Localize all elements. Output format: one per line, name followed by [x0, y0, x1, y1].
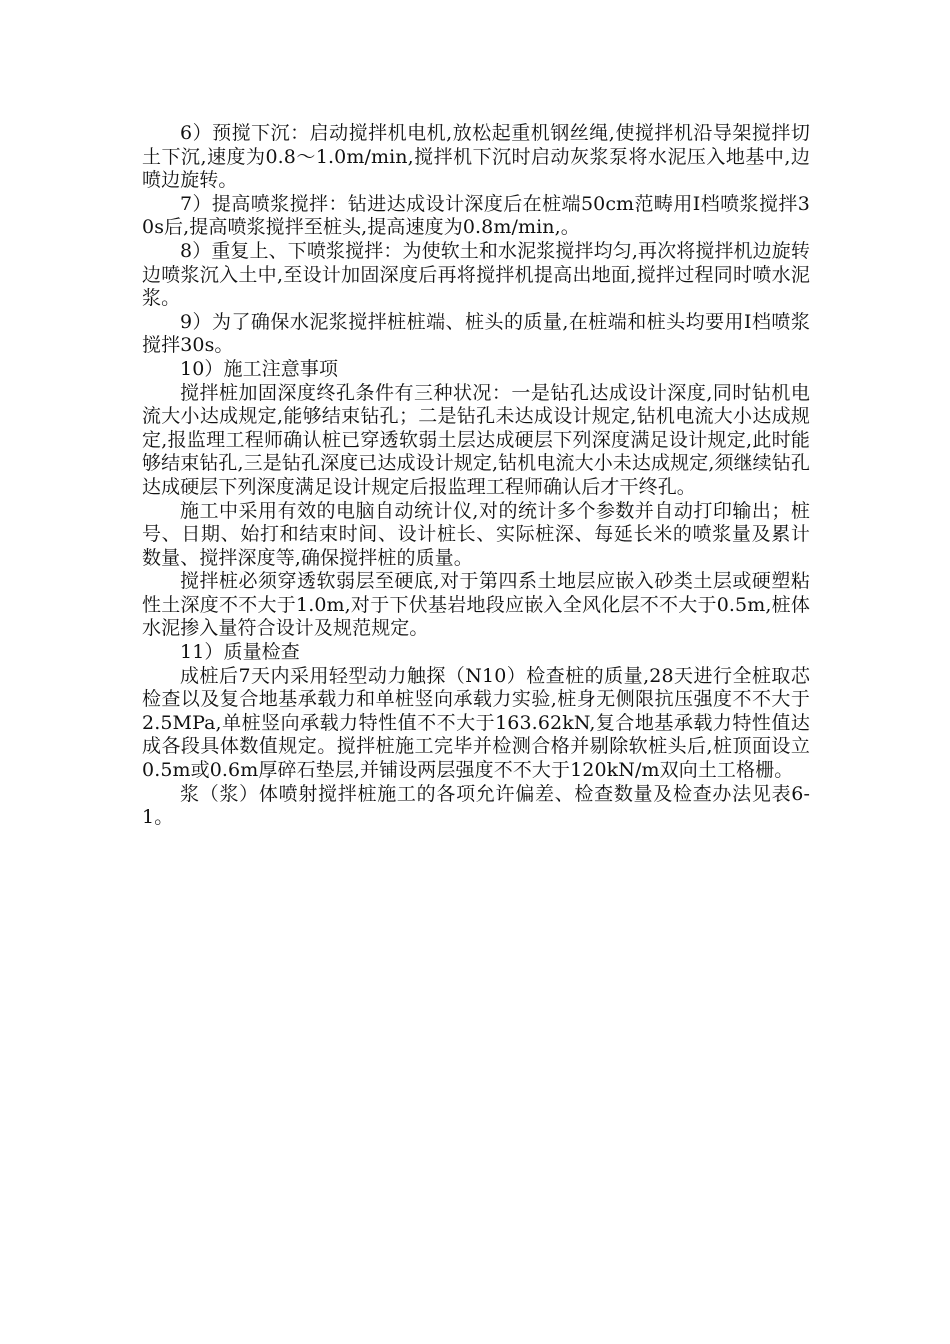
paragraph-pile-end-quality: 9）为了确保水泥浆搅拌桩桩端、桩头的质量,在桩端和桩头均要用Ⅰ档喷浆搅拌30s。 [142, 310, 810, 357]
paragraph-repeat-grouting: 8）重复上、下喷浆搅拌：为使软土和水泥浆搅拌均匀,再次将搅拌机边旋转边喷浆沉入土中,至设计加固深度后再将搅拌机提高出地面,搅拌过程同时喷水泥浆。 [142, 239, 810, 310]
document-body [142, 122, 810, 830]
paragraph-pre-sinking: 6）预搅下沉：启动搅拌机电机,放松起重机钢丝绳,使搅拌机沿导架搅拌切土下沉,速度为0.8～1.0m/min,搅拌机下沉时启动灰浆泵将水泥压入地基中,边喷边旋转。 [142, 122, 810, 192]
section-heading-construction-notes: 10）施工注意事项 [180, 357, 339, 380]
section-heading-quality-inspection: 11）质量检查 [180, 641, 300, 664]
paragraph-quality-tests: 成桩后7天内采用轻型动力触探（N10）检查桩的质量,28天进行全桩取芯检查以及复合地基承载力和单桩竖向承载力实验,桩身无侧限抗压强度不不大于2.5MPa,单桩竖向承载力特性值不不大于163.62kN,复合地基承载力特性值达成各段具体数值规定。搅拌桩施工完毕并检测合格并剔除软桩头后,桩顶面设立0.5m或0.6m厚碎石垫层,并铺设两层强度不不大于120kN/m双向土工格栅。 [142, 664, 810, 782]
paragraph-termination-conditions: 搅拌桩加固深度终孔条件有三种状况：一是钻孔达成设计深度,同时钻机电流大小达成规定,能够结束钻孔；二是钻孔未达成设计规定,钻机电流大小达成规定,报监理工程师确认桩已穿透软弱土层达成硬层下列深度满足设计规定,此时能够结束钻孔,三是钻孔深度已达成设计规定,钻机电流大小未达成规定,须继续钻孔达成硬层下列深度满足设计规定后报监理工程师确认后才干终孔。 [142, 381, 810, 498]
paragraph-penetration-depth: 搅拌桩必须穿透软弱层至硬底,对于第四系土地层应嵌入砂类土层或硬塑粘性土深度不不大于1.0m,对于下伏基岩地段应嵌入全风化层不不大于0.5m,桩体水泥掺入量符合设计及规范规定。 [142, 570, 810, 640]
paragraph-lift-grouting: 7）提高喷浆搅拌：钻进达成设计深度后在桩端50cm范畴用Ⅰ档喷浆搅拌30s后,提高喷浆搅拌至桩头,提高速度为0.8m/min,。 [142, 192, 810, 239]
paragraph-tolerance-reference: 浆（浆）体喷射搅拌桩施工的各项允许偏差、检查数量及检查办法见表6-1。 [142, 782, 810, 829]
paragraph-auto-recorder: 施工中采用有效的电脑自动统计仪,对的统计多个参数并自动打印输出；桩号、日期、始打和结束时间、设计桩长、实际桩深、每延长米的喷浆量及累计数量、搅拌深度等,确保搅拌桩的质量。 [142, 499, 810, 569]
